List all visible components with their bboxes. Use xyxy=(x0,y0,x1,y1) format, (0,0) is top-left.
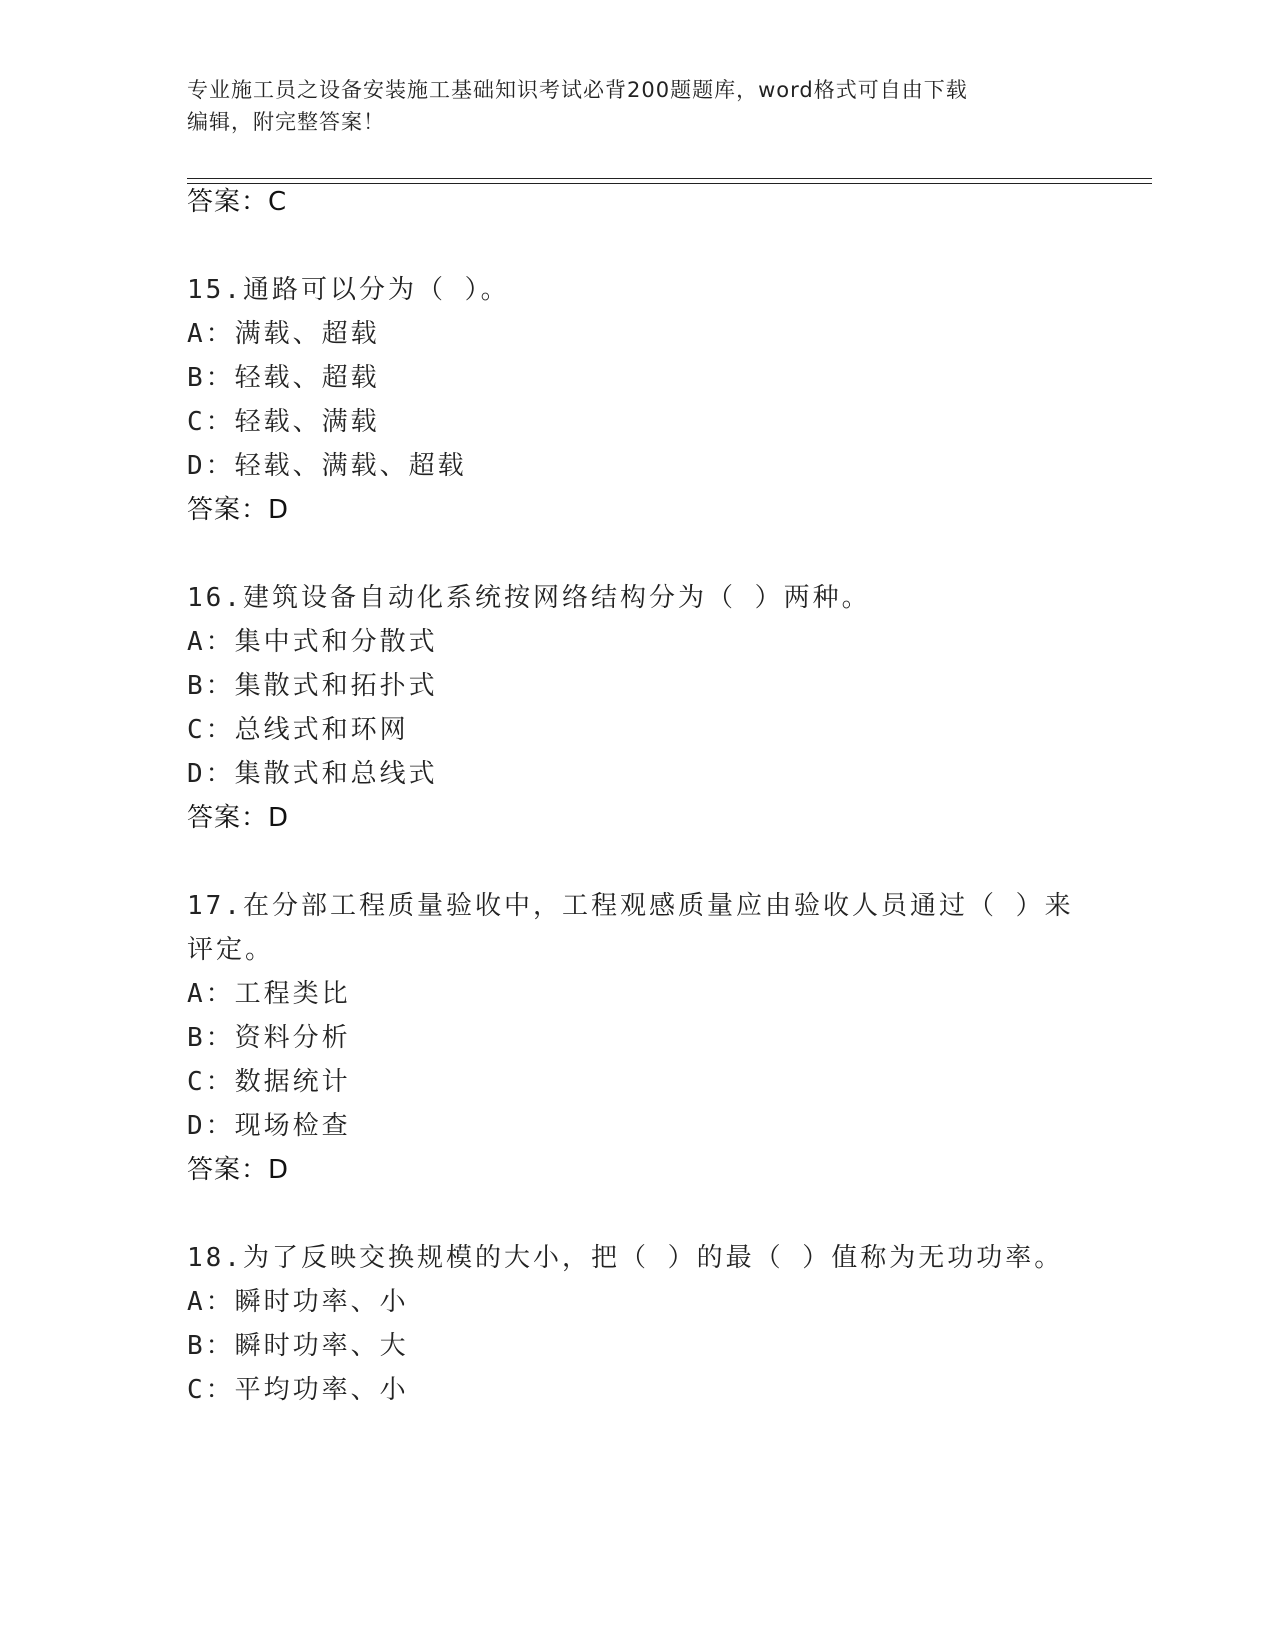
question-15-option-b: B：轻载、超载 xyxy=(187,363,380,393)
question-18-option-a: A：瞬时功率、小 xyxy=(187,1287,409,1317)
question-17-text-line-1: 17.在分部工程质量验收中，工程观感质量应由验收人员通过（ ）来 xyxy=(187,891,1074,921)
question-18-option-b: B：瞬时功率、大 xyxy=(187,1331,409,1361)
question-17-option-c: C：数据统计 xyxy=(187,1067,351,1097)
question-18-text: 18.为了反映交换规模的大小，把（ ）的最（ ）值称为无功功率。 xyxy=(187,1243,1064,1273)
question-15-option-d: D：轻载、满载、超载 xyxy=(187,451,467,481)
header-title-line-1: 专业施工员之设备安装施工基础知识考试必背200题题库，word格式可自由下载 xyxy=(187,78,968,102)
question-15-option-a: A：满载、超载 xyxy=(187,319,380,349)
question-17-option-d: D：现场检查 xyxy=(187,1111,351,1141)
question-17-option-b: B：资料分析 xyxy=(187,1023,351,1053)
question-16-option-c: C：总线式和环网 xyxy=(187,715,409,745)
question-16-option-d: D：集散式和总线式 xyxy=(187,759,438,789)
question-17-text-line-2: 评定。 xyxy=(187,935,275,965)
question-16-text: 16.建筑设备自动化系统按网络结构分为（ ）两种。 xyxy=(187,583,871,613)
question-16-option-b: B：集散式和拓扑式 xyxy=(187,671,438,701)
document-header xyxy=(187,74,1067,138)
question-18-option-c: C：平均功率、小 xyxy=(187,1375,409,1405)
header-title-line-2: 编辑，附完整答案！ xyxy=(187,110,385,134)
question-17-option-a: A：工程类比 xyxy=(187,979,351,1009)
header-divider-top xyxy=(187,178,1152,179)
question-16-answer: 答案：D xyxy=(187,803,290,833)
answer-previous: 答案：C xyxy=(187,187,288,217)
question-17-answer: 答案：D xyxy=(187,1155,290,1185)
question-15-option-c: C：轻载、满载 xyxy=(187,407,380,437)
question-15-answer: 答案：D xyxy=(187,495,290,525)
header-divider-bottom xyxy=(187,183,1152,184)
question-16-option-a: A：集中式和分散式 xyxy=(187,627,438,657)
question-15-text: 15.通路可以分为（ ）。 xyxy=(187,275,510,305)
